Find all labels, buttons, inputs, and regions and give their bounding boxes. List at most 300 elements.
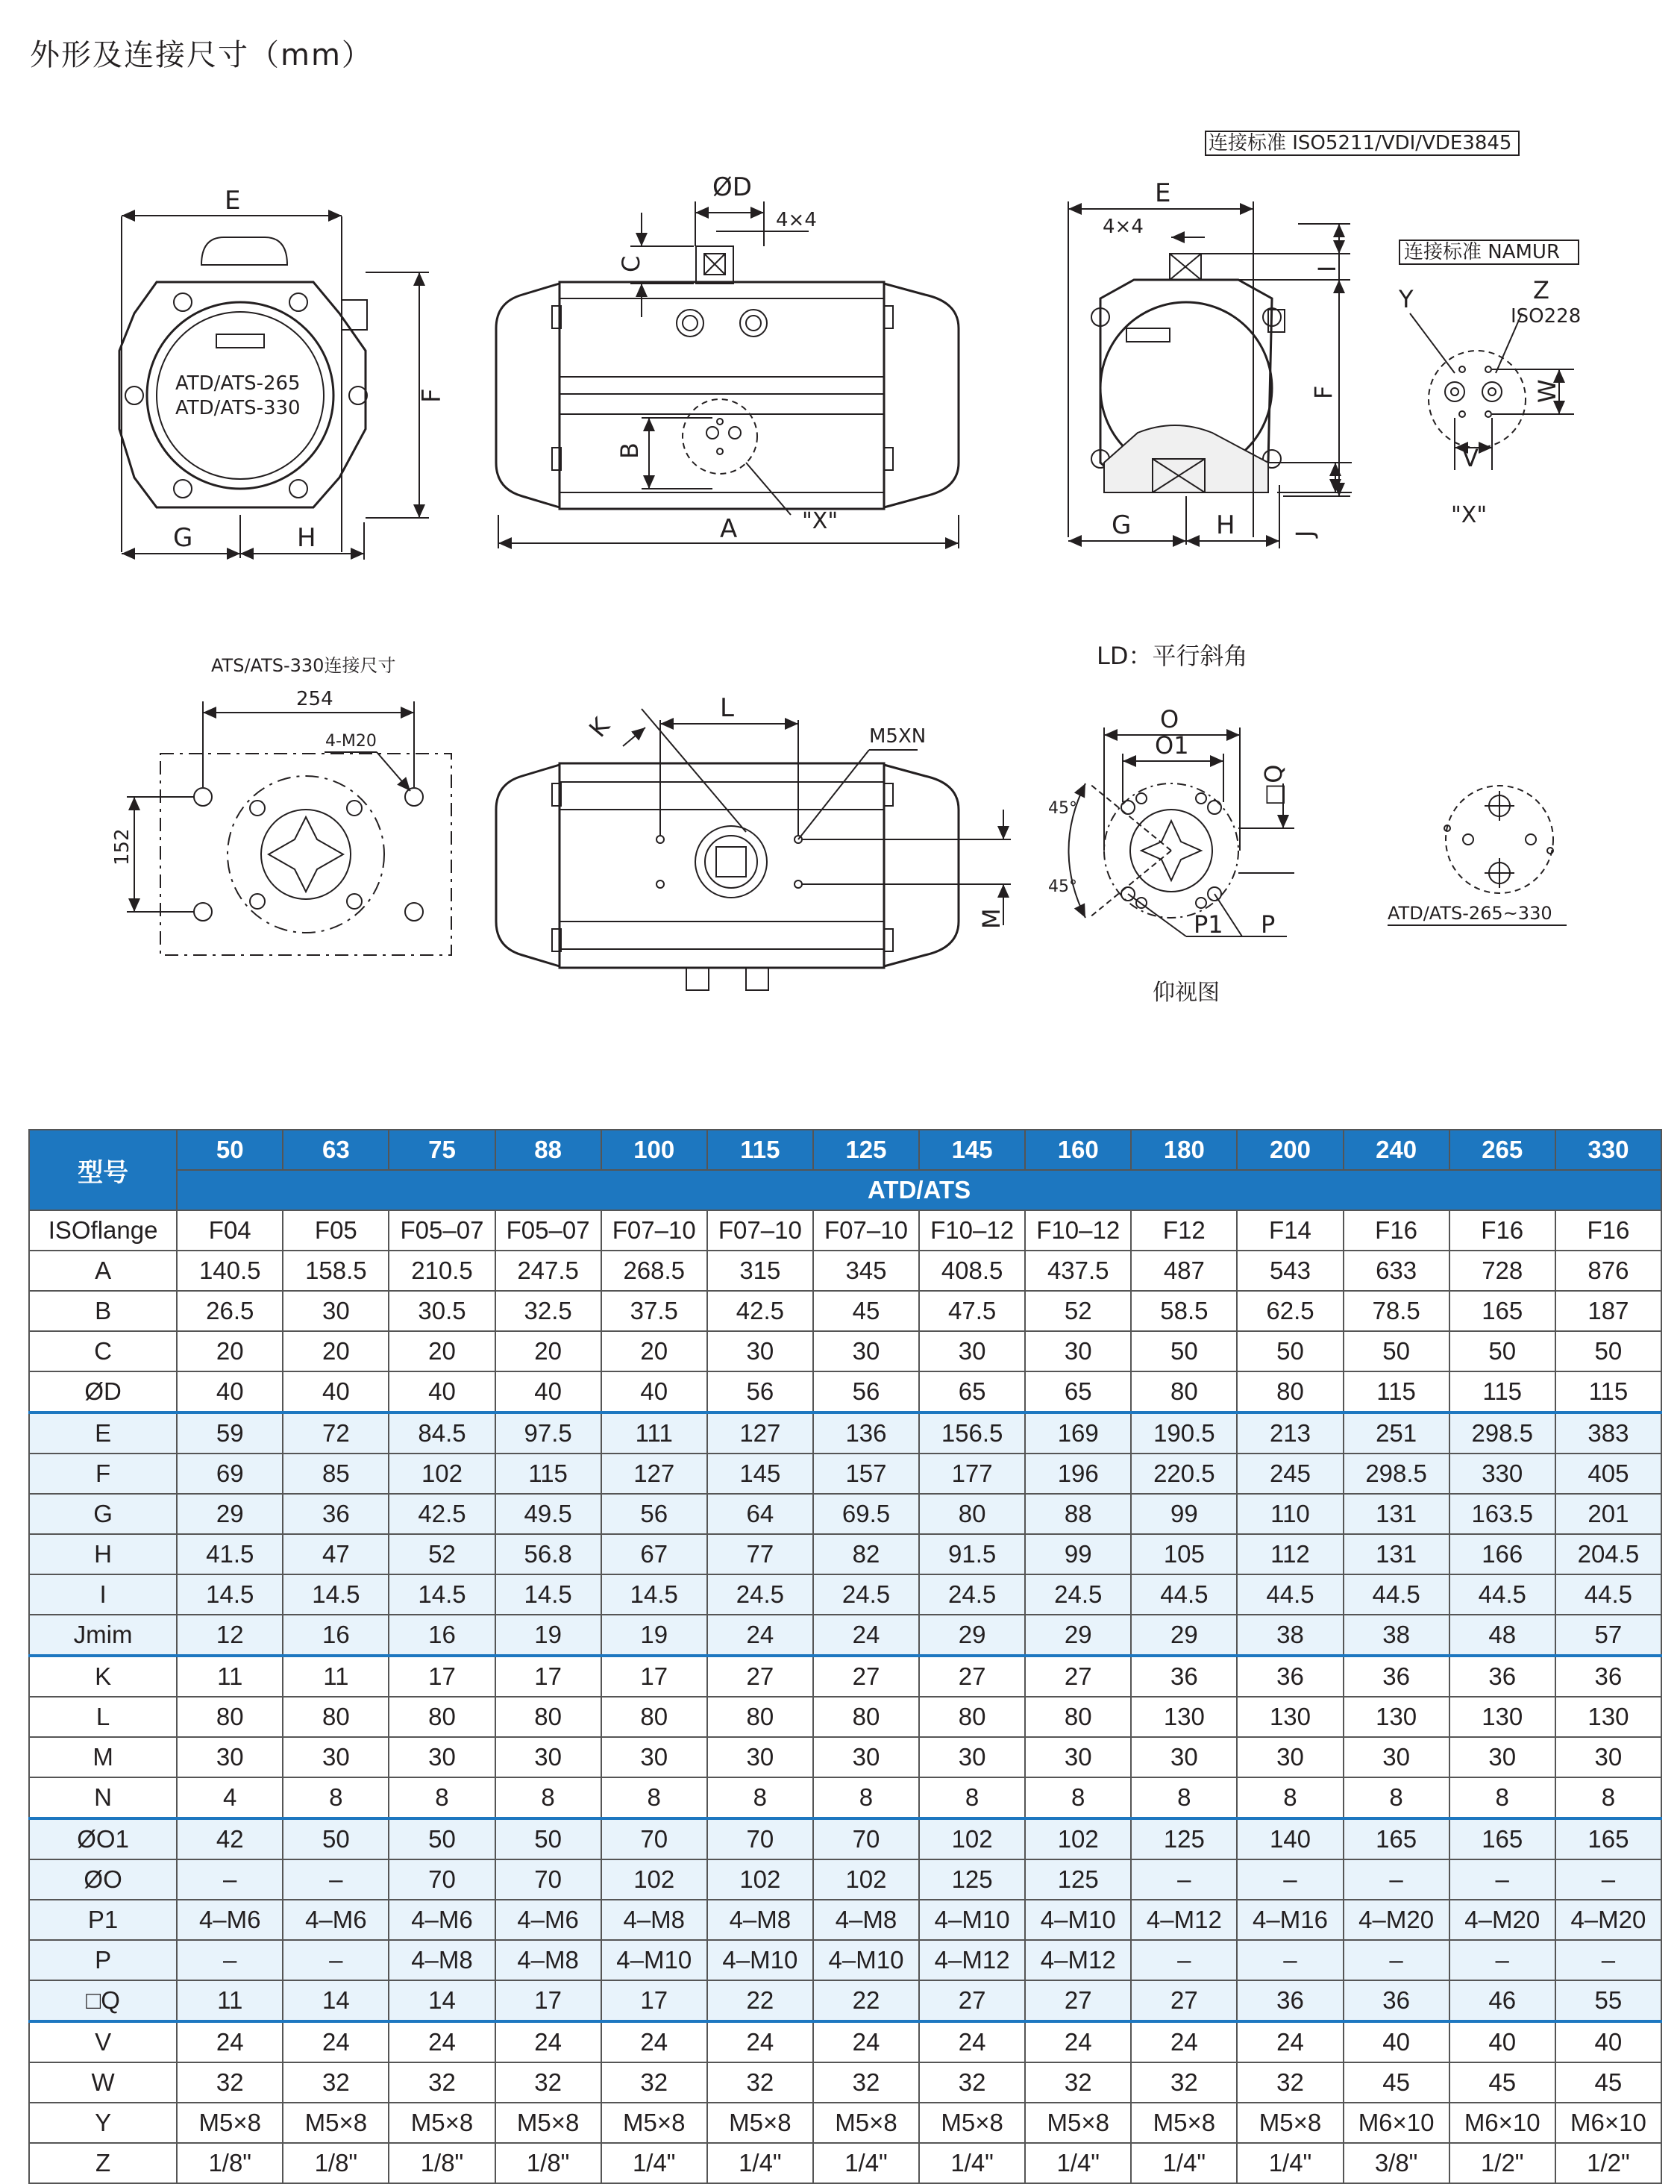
table-cell: 115 [1555, 1371, 1661, 1412]
table-cell: 17 [495, 1980, 601, 2021]
table-cell: 1/8" [495, 2143, 601, 2183]
table-cell: 1/8" [283, 2143, 389, 2183]
table-cell: 1/4" [601, 2143, 707, 2183]
table-cell: 56.8 [495, 1534, 601, 1574]
table-cell: 50 [283, 1818, 389, 1859]
table-cell: 20 [283, 1331, 389, 1371]
table-cell: 16 [389, 1615, 495, 1656]
table-cell: 24.5 [919, 1574, 1025, 1615]
table-cell: 69.5 [813, 1494, 919, 1534]
table-cell: F07–10 [601, 1210, 707, 1251]
table-cell: 1/2" [1449, 2143, 1555, 2183]
table-cell: 145 [707, 1454, 813, 1494]
page-title: 外形及连接尺寸（mm） [30, 38, 373, 72]
table-cell: – [1237, 1940, 1343, 1980]
table-cell: 32 [1025, 2062, 1131, 2103]
table-cell: 30 [1237, 1737, 1343, 1777]
table-row [29, 1291, 1661, 1331]
table-cell: 130 [1555, 1697, 1661, 1737]
table-cell: 4–M8 [601, 1900, 707, 1940]
table-cell: 30 [1449, 1737, 1555, 1777]
row-label: G [29, 1494, 177, 1534]
table-row [29, 2021, 1661, 2062]
table-cell: 24 [813, 1615, 919, 1656]
table-cell: F10–12 [1025, 1210, 1131, 1251]
table-row [29, 1454, 1661, 1494]
table-cell: 24 [177, 2021, 283, 2062]
table-cell: 80 [389, 1697, 495, 1737]
table-row [29, 1656, 1661, 1697]
table-cell: 190.5 [1131, 1412, 1237, 1454]
table-cell: 14.5 [389, 1574, 495, 1615]
table-cell: – [177, 1940, 283, 1980]
table-cell: 80 [1237, 1371, 1343, 1412]
dim-O1-label: O1 [1155, 731, 1189, 760]
table-cell: 165 [1449, 1291, 1555, 1331]
table-cell: 40 [283, 1371, 389, 1412]
dim-O-label: O [1160, 705, 1179, 733]
ats330-connection-label: ATS/ATS-330连接尺寸 [211, 655, 396, 676]
table-cell: 112 [1237, 1534, 1343, 1574]
row-label: P [29, 1940, 177, 1980]
table-cell: 12 [177, 1615, 283, 1656]
table-cell: 36 [283, 1494, 389, 1534]
table-cell: 4–M6 [177, 1900, 283, 1940]
dim-4x4-label-2: 4×4 [1103, 216, 1144, 238]
table-row [29, 1818, 1661, 1859]
table-cell: 169 [1025, 1412, 1131, 1454]
dim-V-label: V [1462, 444, 1479, 472]
row-label: C [29, 1331, 177, 1371]
table-cell: 30 [919, 1331, 1025, 1371]
table-cell: 50 [1449, 1331, 1555, 1371]
namur-standard-label: 连接标准 NAMUR [1404, 241, 1561, 263]
table-cell: 4 [177, 1777, 283, 1818]
table-row [29, 2062, 1661, 2103]
dim-J-label: J [1291, 530, 1319, 537]
table-row [29, 1331, 1661, 1371]
table-cell: 24 [707, 2021, 813, 2062]
table-cell: 14 [389, 1980, 495, 2021]
table-cell: 40 [1555, 2021, 1661, 2062]
dim-H-label-1: H [297, 523, 316, 553]
table-cell: 8 [707, 1777, 813, 1818]
table-cell: 56 [707, 1371, 813, 1412]
table-cell: 330 [1449, 1454, 1555, 1494]
table-cell: 47 [283, 1534, 389, 1574]
table-cell: M5×8 [601, 2103, 707, 2143]
table-cell: 32 [813, 2062, 919, 2103]
row-label: ØD [29, 1371, 177, 1412]
table-cell: 247.5 [495, 1251, 601, 1291]
table-cell: 8 [283, 1777, 389, 1818]
table-cell: 32 [283, 2062, 389, 2103]
table-cell: – [177, 1859, 283, 1900]
table-cell: 82 [813, 1534, 919, 1574]
table-cell: 163.5 [1449, 1494, 1555, 1534]
table-cell: 46 [1449, 1980, 1555, 2021]
table-cell: F05–07 [389, 1210, 495, 1251]
table-cell: 44.5 [1237, 1574, 1343, 1615]
table-cell: 57 [1555, 1615, 1661, 1656]
table-cell: 32 [1237, 2062, 1343, 2103]
row-label: M [29, 1737, 177, 1777]
table-cell: 32 [389, 2062, 495, 2103]
table-cell: 487 [1131, 1251, 1237, 1291]
dim-P-label: P [1261, 910, 1276, 939]
table-cell: 24 [707, 1615, 813, 1656]
table-cell: 42.5 [707, 1291, 813, 1331]
table-cell: 17 [389, 1656, 495, 1697]
table-cell: 32 [707, 2062, 813, 2103]
model-header: 145 [919, 1130, 1025, 1170]
table-cell: 8 [495, 1777, 601, 1818]
row-label: ØO [29, 1859, 177, 1900]
table-cell: 36 [1131, 1656, 1237, 1697]
table-cell: 50 [1555, 1331, 1661, 1371]
table-row [29, 1251, 1661, 1291]
table-cell: – [1237, 1859, 1343, 1900]
table-cell: 210.5 [389, 1251, 495, 1291]
model-header: 180 [1131, 1130, 1237, 1170]
table-cell: 4–M10 [813, 1940, 919, 1980]
table-cell: 42.5 [389, 1494, 495, 1534]
table-cell: 543 [1237, 1251, 1343, 1291]
table-cell: 38 [1237, 1615, 1343, 1656]
table-cell: 80 [919, 1697, 1025, 1737]
table-cell: 19 [495, 1615, 601, 1656]
table-row [29, 1980, 1661, 2021]
table-cell: 156.5 [919, 1412, 1025, 1454]
table-cell: 125 [1025, 1859, 1131, 1900]
row-label: I [29, 1574, 177, 1615]
dim-E-label-1: E [225, 186, 241, 216]
dimension-table [28, 1129, 1662, 2184]
table-cell: 67 [601, 1534, 707, 1574]
table-cell: 40 [1344, 2021, 1449, 2062]
table-cell: 30 [1555, 1737, 1661, 1777]
table-cell: 24.5 [813, 1574, 919, 1615]
table-cell: 52 [1025, 1291, 1131, 1331]
table-cell: 80 [1131, 1371, 1237, 1412]
table-cell: 4–M10 [919, 1900, 1025, 1940]
dim-K-label: K [583, 712, 615, 743]
table-cell: 8 [1237, 1777, 1343, 1818]
table-cell: F04 [177, 1210, 283, 1251]
table-cell: 36 [1237, 1980, 1343, 2021]
table-cell: F05 [283, 1210, 389, 1251]
angle-45-label-1: 45° [1048, 799, 1077, 818]
table-cell: F05–07 [495, 1210, 601, 1251]
table-cell: 70 [707, 1818, 813, 1859]
table-cell: 44.5 [1555, 1574, 1661, 1615]
table-cell: 30 [1131, 1737, 1237, 1777]
dim-L-label: L [720, 693, 734, 723]
row-label: K [29, 1656, 177, 1697]
table-cell: 17 [495, 1656, 601, 1697]
table-cell: 36 [1344, 1656, 1449, 1697]
table-cell: 408.5 [919, 1251, 1025, 1291]
dim-W-label: W [1533, 379, 1561, 403]
table-cell: 50 [1344, 1331, 1449, 1371]
table-cell: 102 [1025, 1818, 1131, 1859]
ats330-connection-drawing [127, 701, 451, 955]
table-cell: 4–M8 [813, 1900, 919, 1940]
table-cell: M5×8 [1131, 2103, 1237, 2143]
dim-254-label: 254 [296, 688, 333, 710]
table-cell: 30 [283, 1737, 389, 1777]
table-cell: 55 [1555, 1980, 1661, 2021]
table-cell: 44.5 [1344, 1574, 1449, 1615]
table-cell: 8 [1449, 1777, 1555, 1818]
row-label: Jmim [29, 1615, 177, 1656]
table-row [29, 1412, 1661, 1454]
row-label: Z [29, 2143, 177, 2183]
table-cell: 64 [707, 1494, 813, 1534]
table-cell: F10–12 [919, 1210, 1025, 1251]
series-header: ATD/ATS [177, 1170, 1661, 1210]
table-cell: – [1555, 1940, 1661, 1980]
table-cell: 20 [495, 1331, 601, 1371]
row-label: P1 [29, 1900, 177, 1940]
table-cell: 220.5 [1131, 1454, 1237, 1494]
dim-G-label-1: G [173, 523, 193, 553]
table-cell: 80 [919, 1494, 1025, 1534]
table-cell: 24 [601, 2021, 707, 2062]
table-cell: 62.5 [1237, 1291, 1343, 1331]
table-cell: 1/4" [1131, 2143, 1237, 2183]
table-cell: 36 [1555, 1656, 1661, 1697]
table-cell: 11 [177, 1980, 283, 2021]
table-cell: 204.5 [1555, 1534, 1661, 1574]
table-cell: 102 [813, 1859, 919, 1900]
table-cell: 1/4" [1025, 2143, 1131, 2183]
table-cell: 22 [813, 1980, 919, 2021]
m5xn-label: M5XN [869, 725, 927, 748]
table-cell: 157 [813, 1454, 919, 1494]
table-cell: 30 [495, 1737, 601, 1777]
table-cell: 49.5 [495, 1494, 601, 1534]
table-cell: 30 [707, 1331, 813, 1371]
row-label: W [29, 2062, 177, 2103]
table-cell: 85 [283, 1454, 389, 1494]
table-cell: 30 [177, 1737, 283, 1777]
end-view-section-drawing [1068, 201, 1352, 548]
dim-Q-label: □Q [1259, 764, 1288, 806]
table-cell: 4–M20 [1555, 1900, 1661, 1940]
table-cell: 36 [1237, 1656, 1343, 1697]
table-cell: 99 [1025, 1534, 1131, 1574]
table-cell: 70 [813, 1818, 919, 1859]
table-row [29, 1371, 1661, 1412]
dim-F-label-2: F [1309, 385, 1338, 399]
table-cell: 187 [1555, 1291, 1661, 1331]
table-cell: 4–M8 [707, 1900, 813, 1940]
table-cell: 165 [1449, 1818, 1555, 1859]
table-cell: 24 [389, 2021, 495, 2062]
table-cell: 115 [1449, 1371, 1555, 1412]
model-header: 240 [1344, 1130, 1449, 1170]
iso228-label: ISO228 [1511, 305, 1582, 328]
table-cell: 24 [1237, 2021, 1343, 2062]
table-cell: – [283, 1940, 389, 1980]
table-cell: 80 [813, 1697, 919, 1737]
table-cell: 70 [601, 1818, 707, 1859]
table-cell: 1/4" [813, 2143, 919, 2183]
table-cell: 125 [1131, 1818, 1237, 1859]
table-cell: 177 [919, 1454, 1025, 1494]
table-cell: 8 [601, 1777, 707, 1818]
model-header: 200 [1237, 1130, 1343, 1170]
table-cell: F07–10 [707, 1210, 813, 1251]
table-cell: 29 [919, 1615, 1025, 1656]
table-cell: 8 [1344, 1777, 1449, 1818]
x-view-label-1: "X" [802, 508, 839, 534]
table-cell: 32 [177, 2062, 283, 2103]
table-cell: 8 [389, 1777, 495, 1818]
table-row [29, 1697, 1661, 1737]
table-cell: F07–10 [813, 1210, 919, 1251]
table-cell: 166 [1449, 1534, 1555, 1574]
table-cell: 42 [177, 1818, 283, 1859]
table-cell: 125 [919, 1859, 1025, 1900]
table-cell: 84.5 [389, 1412, 495, 1454]
table-cell: 298.5 [1449, 1412, 1555, 1454]
technical-drawings [0, 0, 1680, 1060]
table-cell: 115 [495, 1454, 601, 1494]
table-cell: 27 [1025, 1656, 1131, 1697]
table-cell: 50 [1237, 1331, 1343, 1371]
model-header: 160 [1025, 1130, 1131, 1170]
side-view-drawing [496, 201, 959, 548]
model-header: 63 [283, 1130, 389, 1170]
table-cell: 24 [495, 2021, 601, 2062]
table-cell: 102 [601, 1859, 707, 1900]
table-cell: 32 [919, 2062, 1025, 2103]
table-cell: 11 [283, 1656, 389, 1697]
table-cell: 4–M20 [1449, 1900, 1555, 1940]
table-cell: 130 [1131, 1697, 1237, 1737]
table-cell: 56 [601, 1494, 707, 1534]
table-cell: 728 [1449, 1251, 1555, 1291]
table-row [29, 1900, 1661, 1940]
table-cell: F12 [1131, 1210, 1237, 1251]
table-row [29, 1737, 1661, 1777]
table-cell: 30 [1025, 1331, 1131, 1371]
table-cell: 37.5 [601, 1291, 707, 1331]
table-cell: 383 [1555, 1412, 1661, 1454]
table-cell: 17 [601, 1656, 707, 1697]
table-cell: 27 [813, 1656, 919, 1697]
table-cell: 8 [919, 1777, 1025, 1818]
table-cell: M5×8 [389, 2103, 495, 2143]
model-330-label: ATD/ATS-330 [175, 397, 301, 419]
table-cell: 130 [1344, 1697, 1449, 1737]
table-cell: 24 [813, 2021, 919, 2062]
table-cell: M5×8 [919, 2103, 1025, 2143]
table-cell: 4–M12 [1025, 1940, 1131, 1980]
table-cell: 140.5 [177, 1251, 283, 1291]
table-cell: 1/2" [1555, 2143, 1661, 2183]
table-cell: 14.5 [495, 1574, 601, 1615]
angle-45-label-2: 45° [1048, 877, 1077, 896]
table-cell: 158.5 [283, 1251, 389, 1291]
table-cell: 65 [919, 1371, 1025, 1412]
table-cell: 20 [601, 1331, 707, 1371]
table-cell: 24 [919, 2021, 1025, 2062]
table-cell: 251 [1344, 1412, 1449, 1454]
table-corner-model: 型号 [29, 1130, 177, 1210]
table-cell: 20 [389, 1331, 495, 1371]
dim-H-label-2: H [1216, 510, 1235, 540]
table-cell: 1/8" [177, 2143, 283, 2183]
table-cell: – [1131, 1940, 1237, 1980]
table-cell: 44.5 [1449, 1574, 1555, 1615]
table-cell: M5×8 [1237, 2103, 1343, 2143]
dim-152-label: 152 [111, 828, 134, 866]
table-cell: 70 [495, 1859, 601, 1900]
table-cell: – [1344, 1859, 1449, 1900]
table-cell: – [1555, 1859, 1661, 1900]
table-cell: 77 [707, 1534, 813, 1574]
row-label: □Q [29, 1980, 177, 2021]
table-cell: 30 [389, 1737, 495, 1777]
table-cell: 69 [177, 1454, 283, 1494]
table-cell: 405 [1555, 1454, 1661, 1494]
row-label: B [29, 1291, 177, 1331]
row-label: L [29, 1697, 177, 1737]
table-cell: 4–M6 [389, 1900, 495, 1940]
table-cell: 29 [1025, 1615, 1131, 1656]
table-cell: 27 [919, 1980, 1025, 2021]
table-cell: 127 [707, 1412, 813, 1454]
table-cell: 1/8" [389, 2143, 495, 2183]
table-cell: 58.5 [1131, 1291, 1237, 1331]
table-cell: 4–M8 [389, 1940, 495, 1980]
dim-C-label: C [617, 255, 645, 272]
table-cell: 40 [495, 1371, 601, 1412]
table-cell: – [1449, 1940, 1555, 1980]
table-cell: 102 [389, 1454, 495, 1494]
table-cell: 80 [1025, 1697, 1131, 1737]
table-cell: 4–M16 [1237, 1900, 1343, 1940]
table-cell: 4–M6 [495, 1900, 601, 1940]
table-cell: 437.5 [1025, 1251, 1131, 1291]
table-cell: 8 [1131, 1777, 1237, 1818]
table-cell: 56 [813, 1371, 919, 1412]
table-cell: 633 [1344, 1251, 1449, 1291]
table-cell: 88 [1025, 1494, 1131, 1534]
table-cell: 50 [1131, 1331, 1237, 1371]
table-cell: 24 [1025, 2021, 1131, 2062]
table-cell: 20 [177, 1331, 283, 1371]
table-cell: 4–M8 [495, 1940, 601, 1980]
ld-parallel-bevel-label: LD：平行斜角 [1097, 642, 1248, 670]
row-label: V [29, 2021, 177, 2062]
table-cell: 30 [813, 1331, 919, 1371]
table-cell: 22 [707, 1980, 813, 2021]
table-cell: 201 [1555, 1494, 1661, 1534]
table-row [29, 2143, 1661, 2183]
table-row [29, 1777, 1661, 1818]
table-cell: 45 [1449, 2062, 1555, 2103]
range-265-330-label: ATD/ATS-265~330 [1388, 903, 1552, 924]
dim-E-label-2: E [1155, 178, 1171, 208]
table-cell: 140 [1237, 1818, 1343, 1859]
table-cell: – [1449, 1859, 1555, 1900]
table-cell: 115 [1344, 1371, 1449, 1412]
model-header: 265 [1449, 1130, 1555, 1170]
